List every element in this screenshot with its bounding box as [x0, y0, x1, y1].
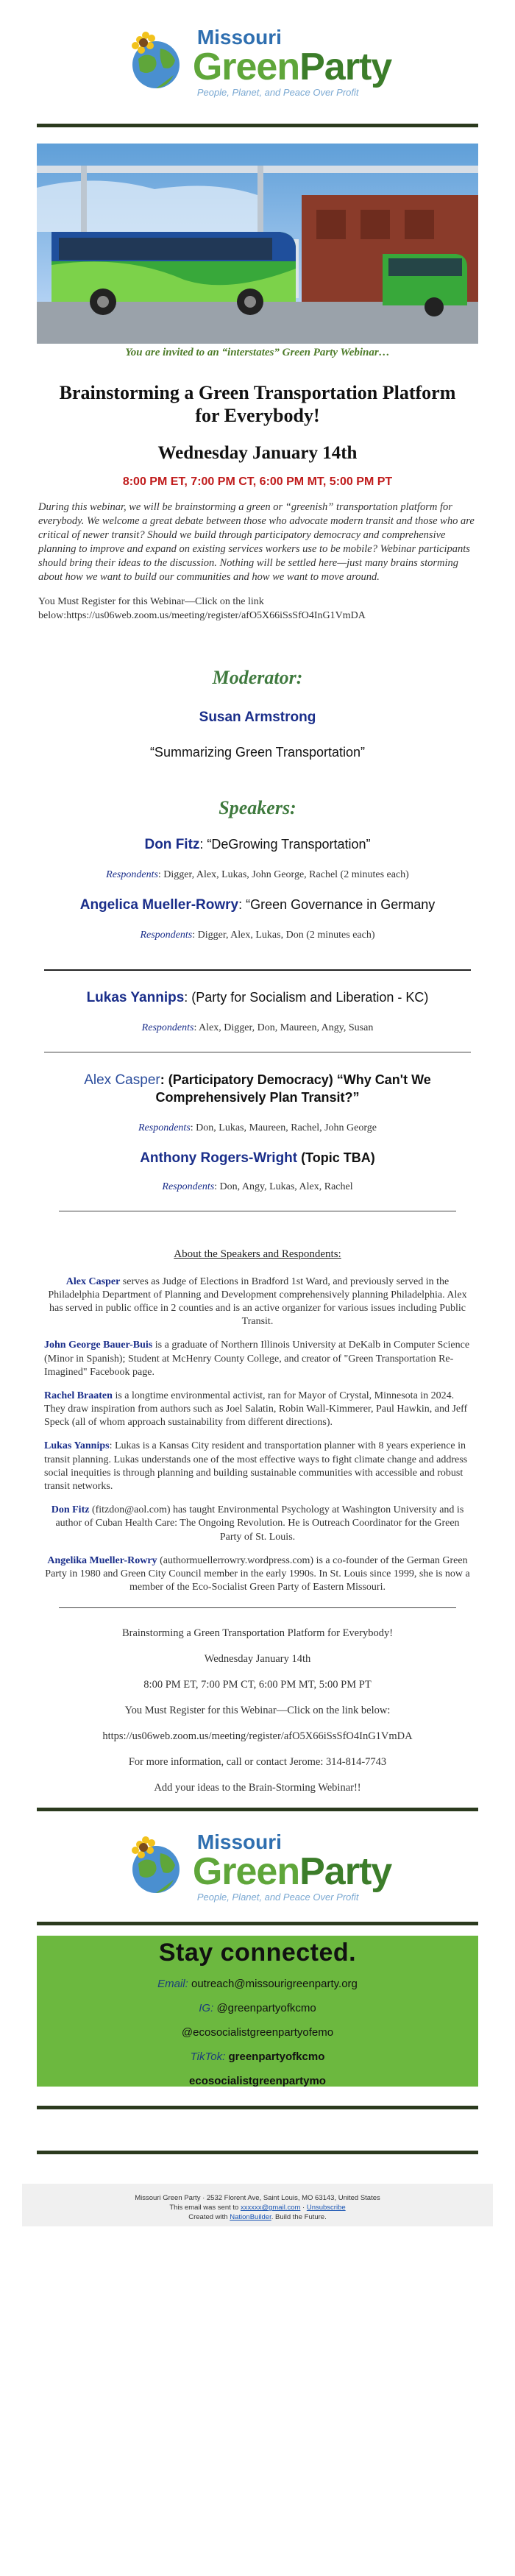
bio-item [44, 1390, 471, 1430]
stay-connected-panel [37, 1936, 478, 2087]
divider [44, 969, 471, 971]
summary-ideas: Add your ideas to the Brain-Storming Webinar!! [154, 1782, 361, 1794]
respondents-label: Respondents [140, 929, 193, 941]
speaker-block [0, 897, 515, 913]
speaker-topic: : “Green Governance in Germany [238, 896, 436, 912]
tiktok-link-kc[interactable]: greenpartyofkcmo [228, 2050, 325, 2064]
divider [59, 1607, 456, 1608]
bio-name: Lukas Yannips [44, 1440, 110, 1452]
speaker-name: Don Fitz [144, 836, 200, 852]
summary-contact: For more information, call or contact Jerome: 314-814-7743 [128, 1756, 387, 1769]
ig-link-kc[interactable]: @greenpartyofkcmo [216, 2002, 316, 2015]
respondents-label: Respondents [138, 1122, 191, 1133]
ig-line [37, 2002, 478, 2014]
divider [37, 1922, 478, 1925]
respondents-label: Respondents [141, 1022, 194, 1033]
bio-item [44, 1275, 471, 1329]
summary-title: Brainstorming a Green Transportation Platform for Everybody! [121, 1627, 394, 1640]
speakers-heading: Speakers: [219, 796, 296, 818]
bio-item [44, 1504, 471, 1544]
respondents-line [0, 1181, 515, 1193]
respondents-line [0, 869, 515, 881]
bio-item [44, 1440, 471, 1493]
electric-bus-illustration [37, 144, 478, 344]
footer-sent-line: This email was sent to xxxxxx@gmail.com · Unsubscribe [169, 2204, 346, 2212]
tiktok-line-2 [37, 2075, 478, 2087]
bio-name: Angelika Mueller-Rowry [47, 1554, 157, 1566]
register-link[interactable]: You Must Register for this Webinar—Click on the link below:https://us06web.zoom.us/meeting/register/afO5X66iSsSfO4InG1VmDA [38, 596, 366, 621]
summary-times: 8:00 PM ET, 7:00 PM CT, 6:00 PM MT, 5:00 PM PT [143, 1679, 372, 1691]
event-intro: During this webinar, we will be brainstorming a green or “greenish” transportation platform for everybody. We welcome a great debate between those who advocate modern transit and those who are critical of newer transit? Should we build through participatory democracy and comprehensive planning to improve and expand on existing services workers use to be mobile? Webinar participants should bring their ideas to the discussion. Nothing will be settled here—just many brains storming about how we want to build our communities and how we want to move around. [38, 501, 475, 583]
moderator-name: Susan Armstrong [199, 709, 316, 725]
tiktok-label: TikTok: [190, 2050, 226, 2064]
event-title: Brainstorming a Green Transportation Platform for Everybody! [59, 382, 456, 427]
respondents-list: : Digger, Alex, Lukas, John George, Rachel (2 minutes each) [157, 868, 409, 880]
respondents-label: Respondents [106, 868, 158, 880]
event-times: 8:00 PM ET, 7:00 PM CT, 6:00 PM MT, 5:00 PM PT [122, 475, 393, 489]
bio-name: Rachel Braaten [44, 1390, 113, 1401]
speaker-block [0, 837, 515, 853]
event-summary [0, 1627, 515, 1794]
speaker-block [0, 990, 515, 1006]
missouri-green-party-logo[interactable] [124, 27, 391, 97]
bio-name: Alex Casper [65, 1275, 121, 1287]
tiktok-line [37, 2050, 478, 2063]
globe-sunflower-icon [124, 29, 188, 94]
bio-name: Don Fitz [51, 1504, 90, 1516]
email-footer [22, 2184, 493, 2226]
speaker-topic: : “DeGrowing Transportation” [199, 836, 371, 852]
header-logo-area [0, 0, 515, 124]
speaker-name: Lukas Yannips [86, 989, 185, 1005]
respondents-line [0, 1022, 515, 1034]
bio-text: (fitzdon@aol.com) has taught Environmental Psychology at Washington University and is author of Cuban Health Care: The Ongoing Revolution. He is Outreach Coordinator for the Green Party of St. Louis. [55, 1504, 464, 1543]
speaker-topic: : (Party for Socialism and Liberation - KC) [184, 989, 429, 1005]
event-date: Wednesday January 14th [157, 443, 358, 464]
hero-bus-image [37, 144, 478, 344]
nationbuilder-link[interactable]: NationBuilder [230, 2212, 271, 2221]
bio-text: (authormuellerrowry.wordpress.com) is a co-founder of the German Green Party in 1980 and Green City Council member in the early 1990s. In St. Louis since 1999, she is now a member of the Eco-Socialist Green Party of Eastern Missouri. [45, 1554, 470, 1593]
globe-sunflower-icon [124, 1834, 188, 1899]
bio-text: is a graduate of Northern Illinois University at DeKalb in Computer Science (Minor in Spanish); Student at McHenry County College, and creator of "Green Transportation Re-Imagined" Facebook page. [44, 1340, 470, 1378]
logo-missouri-text: Missouri [196, 25, 282, 49]
speaker-topic: (Topic TBA) [297, 1150, 375, 1165]
email-link[interactable]: outreach@missourigreenparty.org [191, 1978, 358, 1991]
unsubscribe-link[interactable]: Unsubscribe [306, 2204, 346, 2212]
bios-list [44, 1275, 471, 1595]
stay-connected-heading: Stay connected. [158, 1939, 357, 1967]
respondents-label: Respondents [162, 1181, 215, 1192]
hero-caption: You are invited to an “interstates” Green Party Webinar… [125, 347, 390, 358]
summary-register: You Must Register for this Webinar—Click on the link below: [124, 1705, 391, 1717]
logo-missouri-text: Missouri [196, 1830, 282, 1853]
respondents-list: : Don, Angy, Lukas, Alex, Rachel [214, 1181, 353, 1192]
speaker-block [66, 1072, 449, 1106]
tiktok-link-emo[interactable]: ecosocialistgreenpartymo [189, 2075, 326, 2088]
bio-text: serves as Judge of Elections in Bradford 1st Ward, and previously served in the Philadelphia Department of Planning and Development comprehensively planning Philadelphia. Alex has served in public office in 2 counties and is an active organizer for various issues including Public Transit. [48, 1275, 467, 1328]
bio-text: is a longtime environmental activist, ran for Mayor of Crystal, Minnesota in 2024. They draw inspiration from authors such as Joel Salatin, Robin Wall-Kimmerer, Paul Hawkin, and Jeff Speck (all of whom approach sustainability from different directions). [44, 1390, 468, 1429]
respondents-list: : Don, Lukas, Maureen, Rachel, John George [190, 1122, 377, 1133]
summary-link[interactable]: https://us06web.zoom.us/meeting/register/afO5X66iSsSfO4InG1VmDA [102, 1730, 413, 1743]
speaker-name: Alex Casper [84, 1072, 160, 1088]
respondents-list: : Digger, Alex, Lukas, Don (2 minutes each) [192, 929, 375, 941]
respondents-list: : Alex, Digger, Don, Maureen, Angy, Susan [193, 1022, 374, 1033]
speaker-topic: : (Participatory Democracy) “Why Can't We Comprehensively Plan Transit?” [155, 1072, 431, 1105]
respondents-line [0, 1122, 515, 1134]
bios-heading: About the Speakers and Respondents: [174, 1248, 341, 1260]
recipient-email-link[interactable]: xxxxxx@gmail.com [240, 2204, 301, 2212]
bio-item [44, 1554, 471, 1595]
divider [37, 2151, 478, 2154]
divider [37, 124, 478, 127]
ig-link-emo[interactable]: @ecosocialistgreenpartyofemo [181, 2026, 334, 2039]
speaker-block [0, 1150, 515, 1167]
missouri-green-party-logo[interactable] [124, 1832, 391, 1902]
bio-text: : Lukas is a Kansas City resident and transportation planner with 8 years experience in transit planning. Lukas understands one of the most effective ways to fight climate change and address social inequities is through planning and building sustainable communities with accessible and robust transit networks. [44, 1440, 468, 1492]
logo-tagline: People, Planet, and Peace Over Profit [196, 86, 359, 98]
summary-date: Wednesday January 14th [204, 1653, 311, 1666]
logo-tagline: People, Planet, and Peace Over Profit [196, 1891, 359, 1903]
bio-name: John George Bauer-Buis [44, 1340, 153, 1351]
footer-created-line: Created with NationBuilder. Build the Future. [188, 2212, 327, 2221]
speaker-name: Angelica Mueller-Rowry [79, 896, 239, 913]
footer-address: Missouri Green Party · 2532 Florent Ave, Saint Louis, MO 63143, United States [135, 2194, 380, 2203]
bio-item [44, 1339, 471, 1379]
ig-label: IG: [199, 2002, 214, 2015]
moderator-heading: Moderator: [212, 666, 303, 688]
footer-logo-area [0, 1811, 515, 1922]
respondents-line [0, 930, 515, 941]
ig-line-2 [37, 2026, 478, 2039]
logo-green-party-text: GreenParty [192, 1850, 392, 1893]
email-label: Email: [157, 1978, 188, 1991]
email-line [37, 1978, 478, 1990]
divider [37, 2106, 478, 2109]
logo-green-party-text: GreenParty [192, 45, 392, 88]
speaker-name: Anthony Rogers-Wright [140, 1150, 298, 1166]
moderator-topic: “Summarizing Green Transportation” [149, 744, 366, 760]
